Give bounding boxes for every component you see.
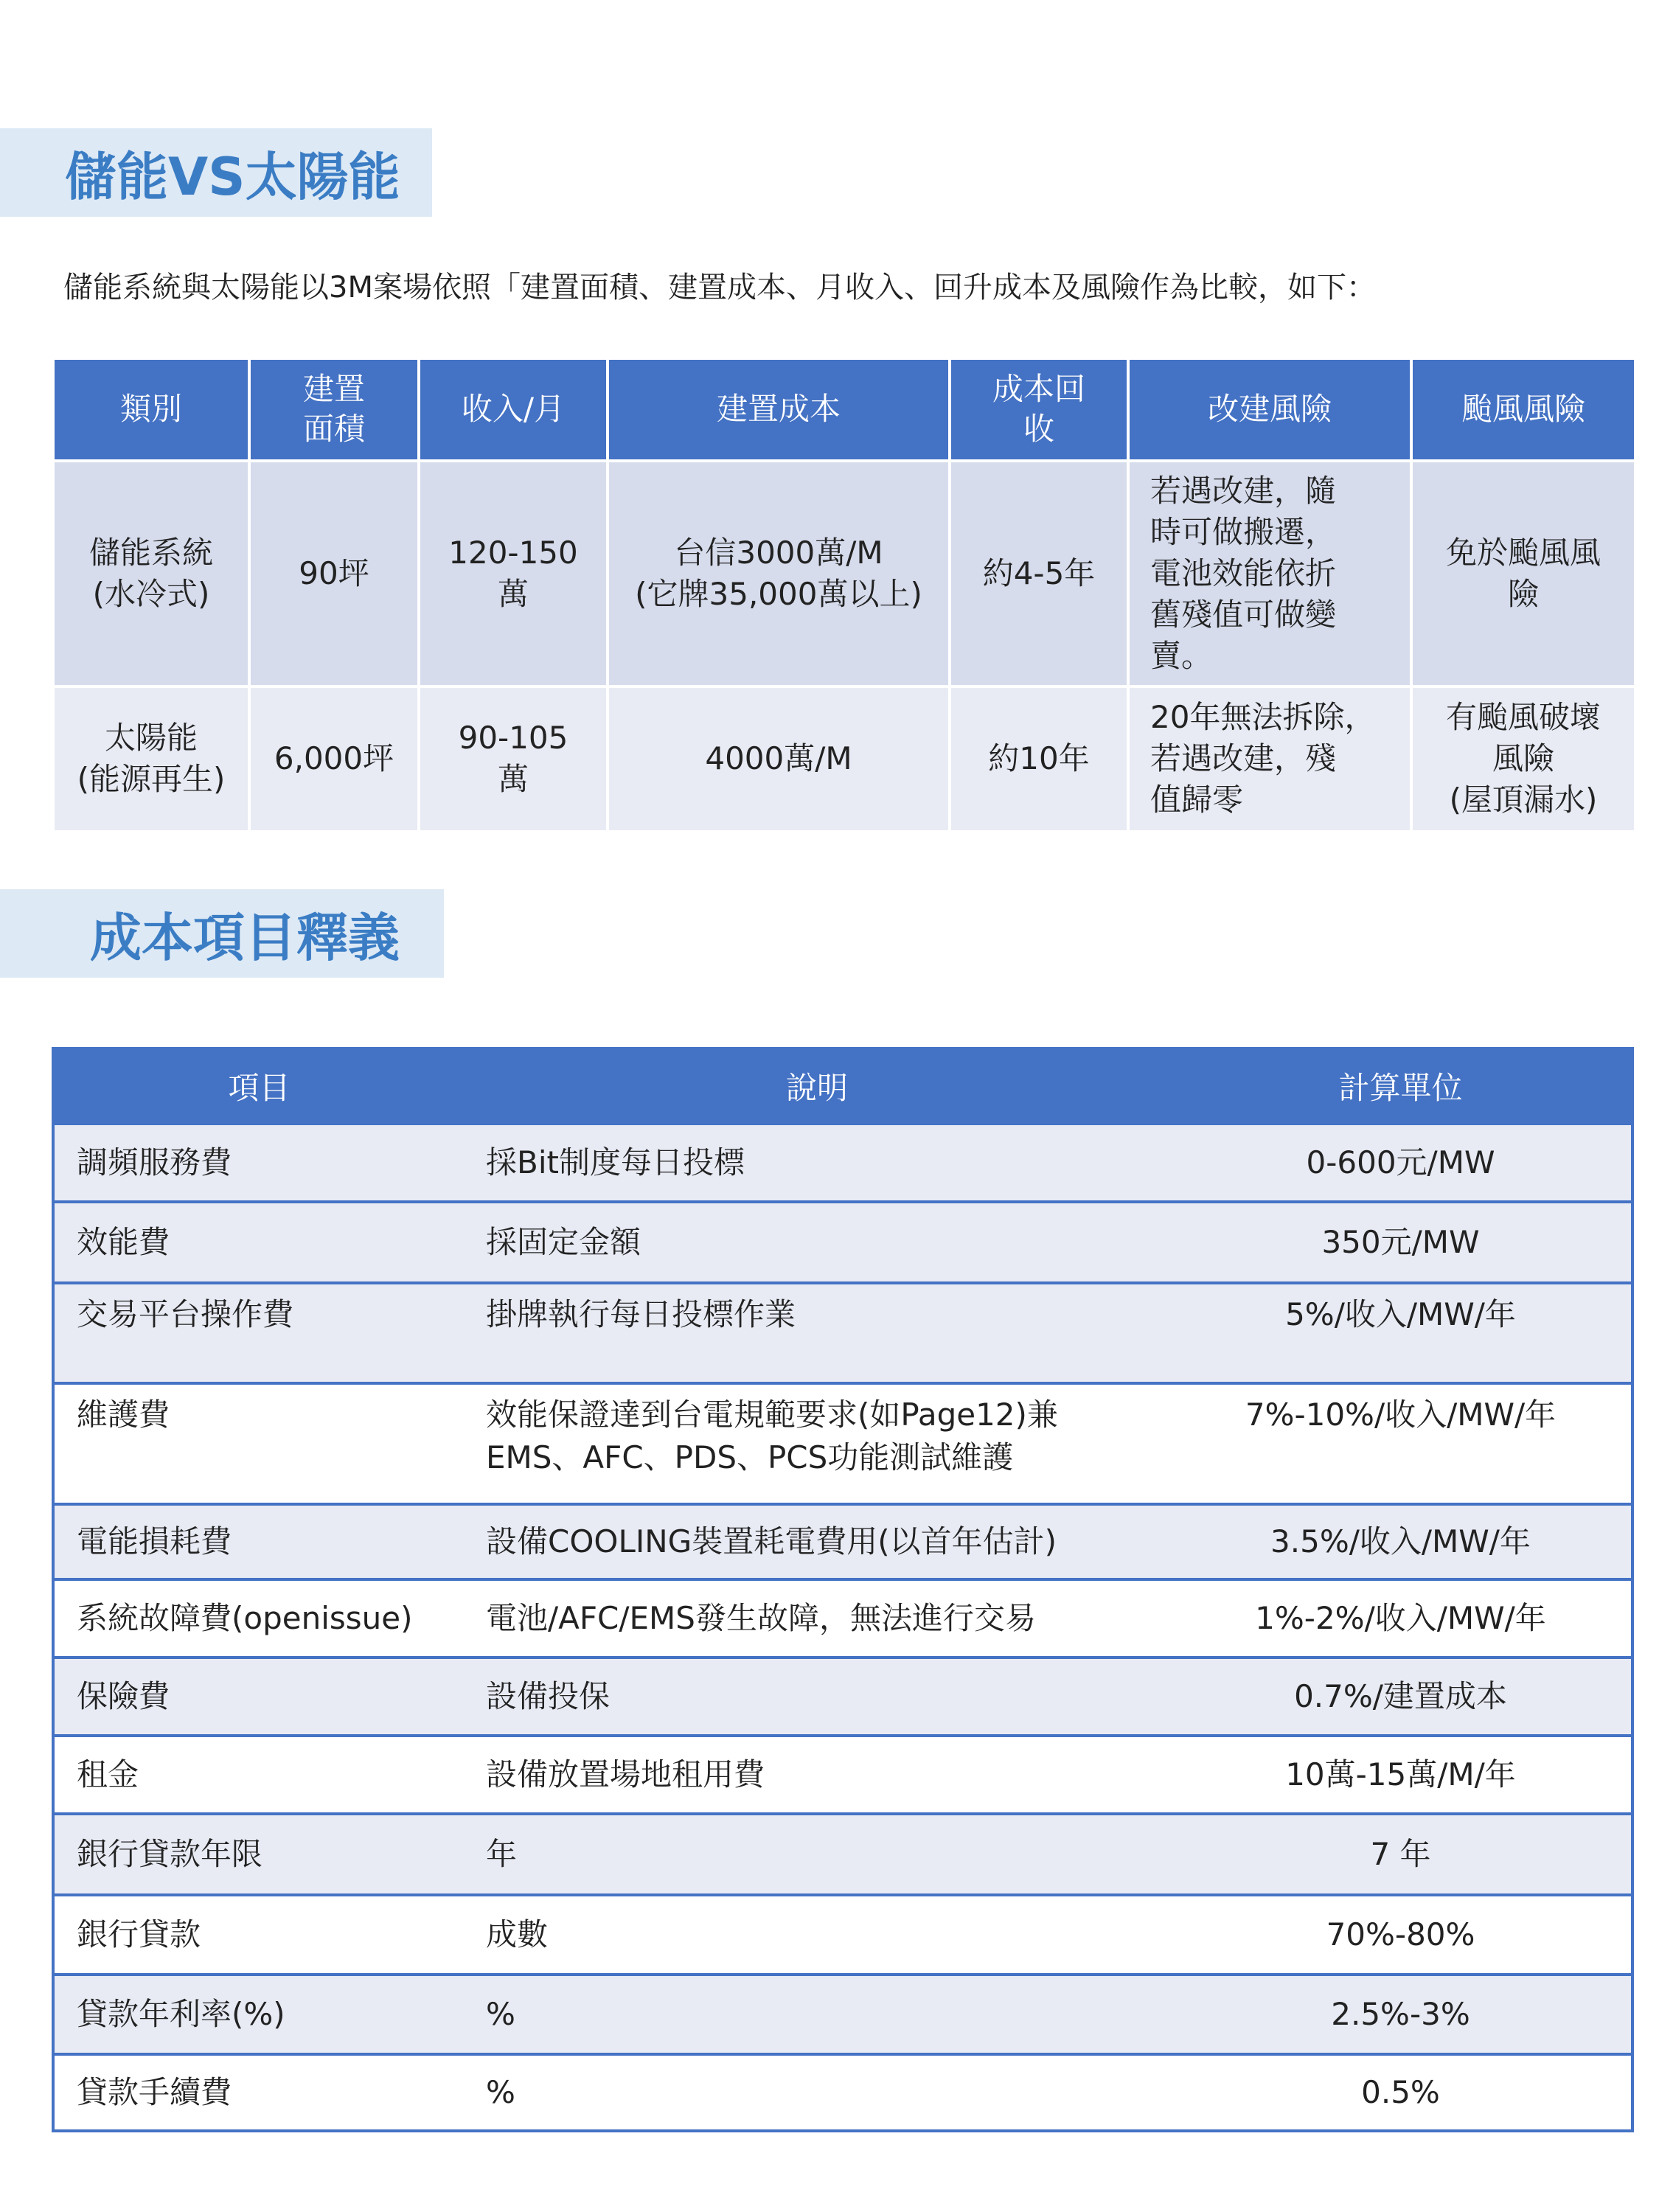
cell-item: 貸款年利率(%) — [53, 1975, 464, 2054]
header-build-cost — [609, 360, 948, 459]
cell-item: 租金 — [53, 1736, 464, 1814]
header-item: 項目 — [53, 1048, 464, 1124]
header-text: 建置成本 — [716, 391, 841, 428]
cost-row-loan-term — [53, 1814, 1632, 1895]
cost-row-system-failure — [53, 1579, 1632, 1658]
cell-text: 維護費 — [77, 1397, 170, 1433]
cell-text: 儲能系統 (水冷式) — [88, 534, 213, 612]
cell-text: 90-105 萬 — [458, 720, 568, 798]
cell-unit: 5%/收入/MW/年 — [1170, 1283, 1632, 1383]
cell-item: 銀行貸款年限 — [53, 1814, 464, 1895]
cell-text: 若遇改建，隨 時可做搬遷， 電池效能依折 舊殘值可做變 賣。 — [1150, 472, 1337, 674]
cell-text: 有颱風破壞 風險 (屋頂漏水) — [1445, 699, 1601, 818]
cell-item: 系統故障費(openissue) — [53, 1579, 464, 1658]
header-text: 颱風風險 — [1461, 391, 1585, 428]
cell-income — [420, 462, 606, 685]
cost-row-trading-platform — [53, 1283, 1632, 1383]
cell-unit: 1%-2%/收入/MW/年 — [1170, 1579, 1632, 1658]
cell-unit: 70%-80% — [1170, 1895, 1632, 1975]
cell-text: 6,000坪 — [274, 740, 394, 777]
cell-area — [251, 462, 417, 685]
cell-typhoon-risk — [1413, 688, 1634, 830]
comparison-row-solar — [55, 688, 1634, 830]
cost-row-power-loss — [53, 1504, 1632, 1579]
comparison-header-row — [55, 360, 1634, 459]
cell-income — [420, 688, 606, 830]
cell-item — [53, 1383, 464, 1504]
cell-description: % — [464, 2054, 1170, 2131]
cell-item: 效能費 — [53, 1202, 464, 1283]
header-text: 成本回 收 — [992, 371, 1085, 448]
section-title: 成本項目釋義 — [90, 907, 400, 968]
cost-row-loan-ratio — [53, 1895, 1632, 1975]
cost-row-performance — [53, 1202, 1632, 1283]
cost-header-row — [53, 1048, 1632, 1124]
cell-unit — [1170, 1383, 1632, 1504]
cell-text: 免於颱風風 險 — [1445, 534, 1601, 612]
cell-description: 電池/AFC/EMS發生故障，無法進行交易 — [464, 1579, 1170, 1658]
comparison-table — [52, 357, 1637, 833]
header-text: 收入/月 — [461, 391, 566, 428]
header-income — [420, 360, 606, 459]
cell-description: 設備COOLING裝置耗電費用(以首年估計) — [464, 1504, 1170, 1579]
cell-item: 調頻服務費 — [53, 1124, 464, 1202]
cell-rebuild-risk — [1130, 462, 1410, 685]
cell-build-cost — [609, 688, 948, 830]
header-typhoon-risk — [1413, 360, 1634, 459]
header-text: 建置 面積 — [302, 371, 365, 448]
cell-item: 交易平台操作費 — [53, 1283, 464, 1383]
cell-description: 掛牌執行每日投標作業 — [464, 1283, 1170, 1383]
cell-unit: 3.5%/收入/MW/年 — [1170, 1504, 1632, 1579]
cell-build-cost — [609, 462, 948, 685]
cell-category — [55, 688, 248, 830]
cell-description: 年 — [464, 1814, 1170, 1895]
cost-items-table — [52, 1047, 1634, 2132]
section-heading-storage-vs-solar — [0, 128, 432, 217]
cell-item: 保險費 — [53, 1658, 464, 1736]
header-rebuild-risk — [1130, 360, 1410, 459]
cell-description: 採Bit制度每日投標 — [464, 1124, 1170, 1202]
header-payback — [951, 360, 1127, 459]
cell-text: 7%-10%/收入/MW/年 — [1245, 1397, 1557, 1433]
intro-paragraph: 儲能系統與太陽能以3M案場依照「建置面積、建置成本、月收入、回升成本及風險作為比較，如下： — [63, 271, 1376, 305]
cost-row-frequency-service — [53, 1124, 1632, 1202]
cell-text: 台信3000萬/M (它牌35,000萬以上) — [635, 534, 922, 612]
cell-text: 效能保證達到台電規範要求(如Page12)兼 EMS、AFC、PDS、PCS功能測試維護 — [486, 1397, 1058, 1475]
cell-description: 設備投保 — [464, 1658, 1170, 1736]
header-unit: 計算單位 — [1170, 1048, 1632, 1124]
cell-payback — [951, 462, 1127, 685]
header-text: 改建風險 — [1207, 391, 1332, 428]
cell-text: 約4-5年 — [982, 554, 1096, 591]
header-description: 說明 — [464, 1048, 1170, 1124]
cell-item: 銀行貸款 — [53, 1895, 464, 1975]
cost-row-loan-fee — [53, 2054, 1632, 2131]
comparison-row-storage — [55, 462, 1634, 685]
cell-text: 90坪 — [299, 554, 369, 591]
cost-row-loan-interest — [53, 1975, 1632, 2054]
cell-text: 4000萬/M — [705, 740, 852, 777]
section-title: 儲能VS太陽能 — [65, 146, 400, 207]
header-text: 類別 — [119, 391, 182, 428]
cell-typhoon-risk — [1413, 462, 1634, 685]
cell-description: 採固定金額 — [464, 1202, 1170, 1283]
cell-item: 電能損耗費 — [53, 1504, 464, 1579]
cell-text: 太陽能 (能源再生) — [77, 720, 226, 798]
cell-unit: 10萬-15萬/M/年 — [1170, 1736, 1632, 1814]
cell-unit: 0-600元/MW — [1170, 1124, 1632, 1202]
header-category — [55, 360, 248, 459]
cell-area — [251, 688, 417, 830]
cell-unit: 0.7%/建置成本 — [1170, 1658, 1632, 1736]
cell-item: 貸款手續費 — [53, 2054, 464, 2131]
cell-description — [464, 1383, 1170, 1504]
cell-rebuild-risk — [1130, 688, 1410, 830]
cell-text: 20年無法拆除， 若遇改建，殘 值歸零 — [1150, 699, 1376, 818]
cell-description: 成數 — [464, 1895, 1170, 1975]
cost-row-insurance — [53, 1658, 1632, 1736]
cost-row-maintenance — [53, 1383, 1632, 1504]
cell-text: 約10年 — [988, 740, 1090, 777]
cell-unit: 2.5%-3% — [1170, 1975, 1632, 2054]
cost-row-rent — [53, 1736, 1632, 1814]
cell-category — [55, 462, 248, 685]
cell-unit: 0.5% — [1170, 2054, 1632, 2131]
cell-description: 設備放置場地租用費 — [464, 1736, 1170, 1814]
cell-unit: 7 年 — [1170, 1814, 1632, 1895]
cell-text: 120-150 萬 — [448, 534, 578, 612]
header-area — [251, 360, 417, 459]
cell-payback — [951, 688, 1127, 830]
section-heading-cost-items — [0, 889, 444, 978]
cell-description: % — [464, 1975, 1170, 2054]
cell-unit: 350元/MW — [1170, 1202, 1632, 1283]
